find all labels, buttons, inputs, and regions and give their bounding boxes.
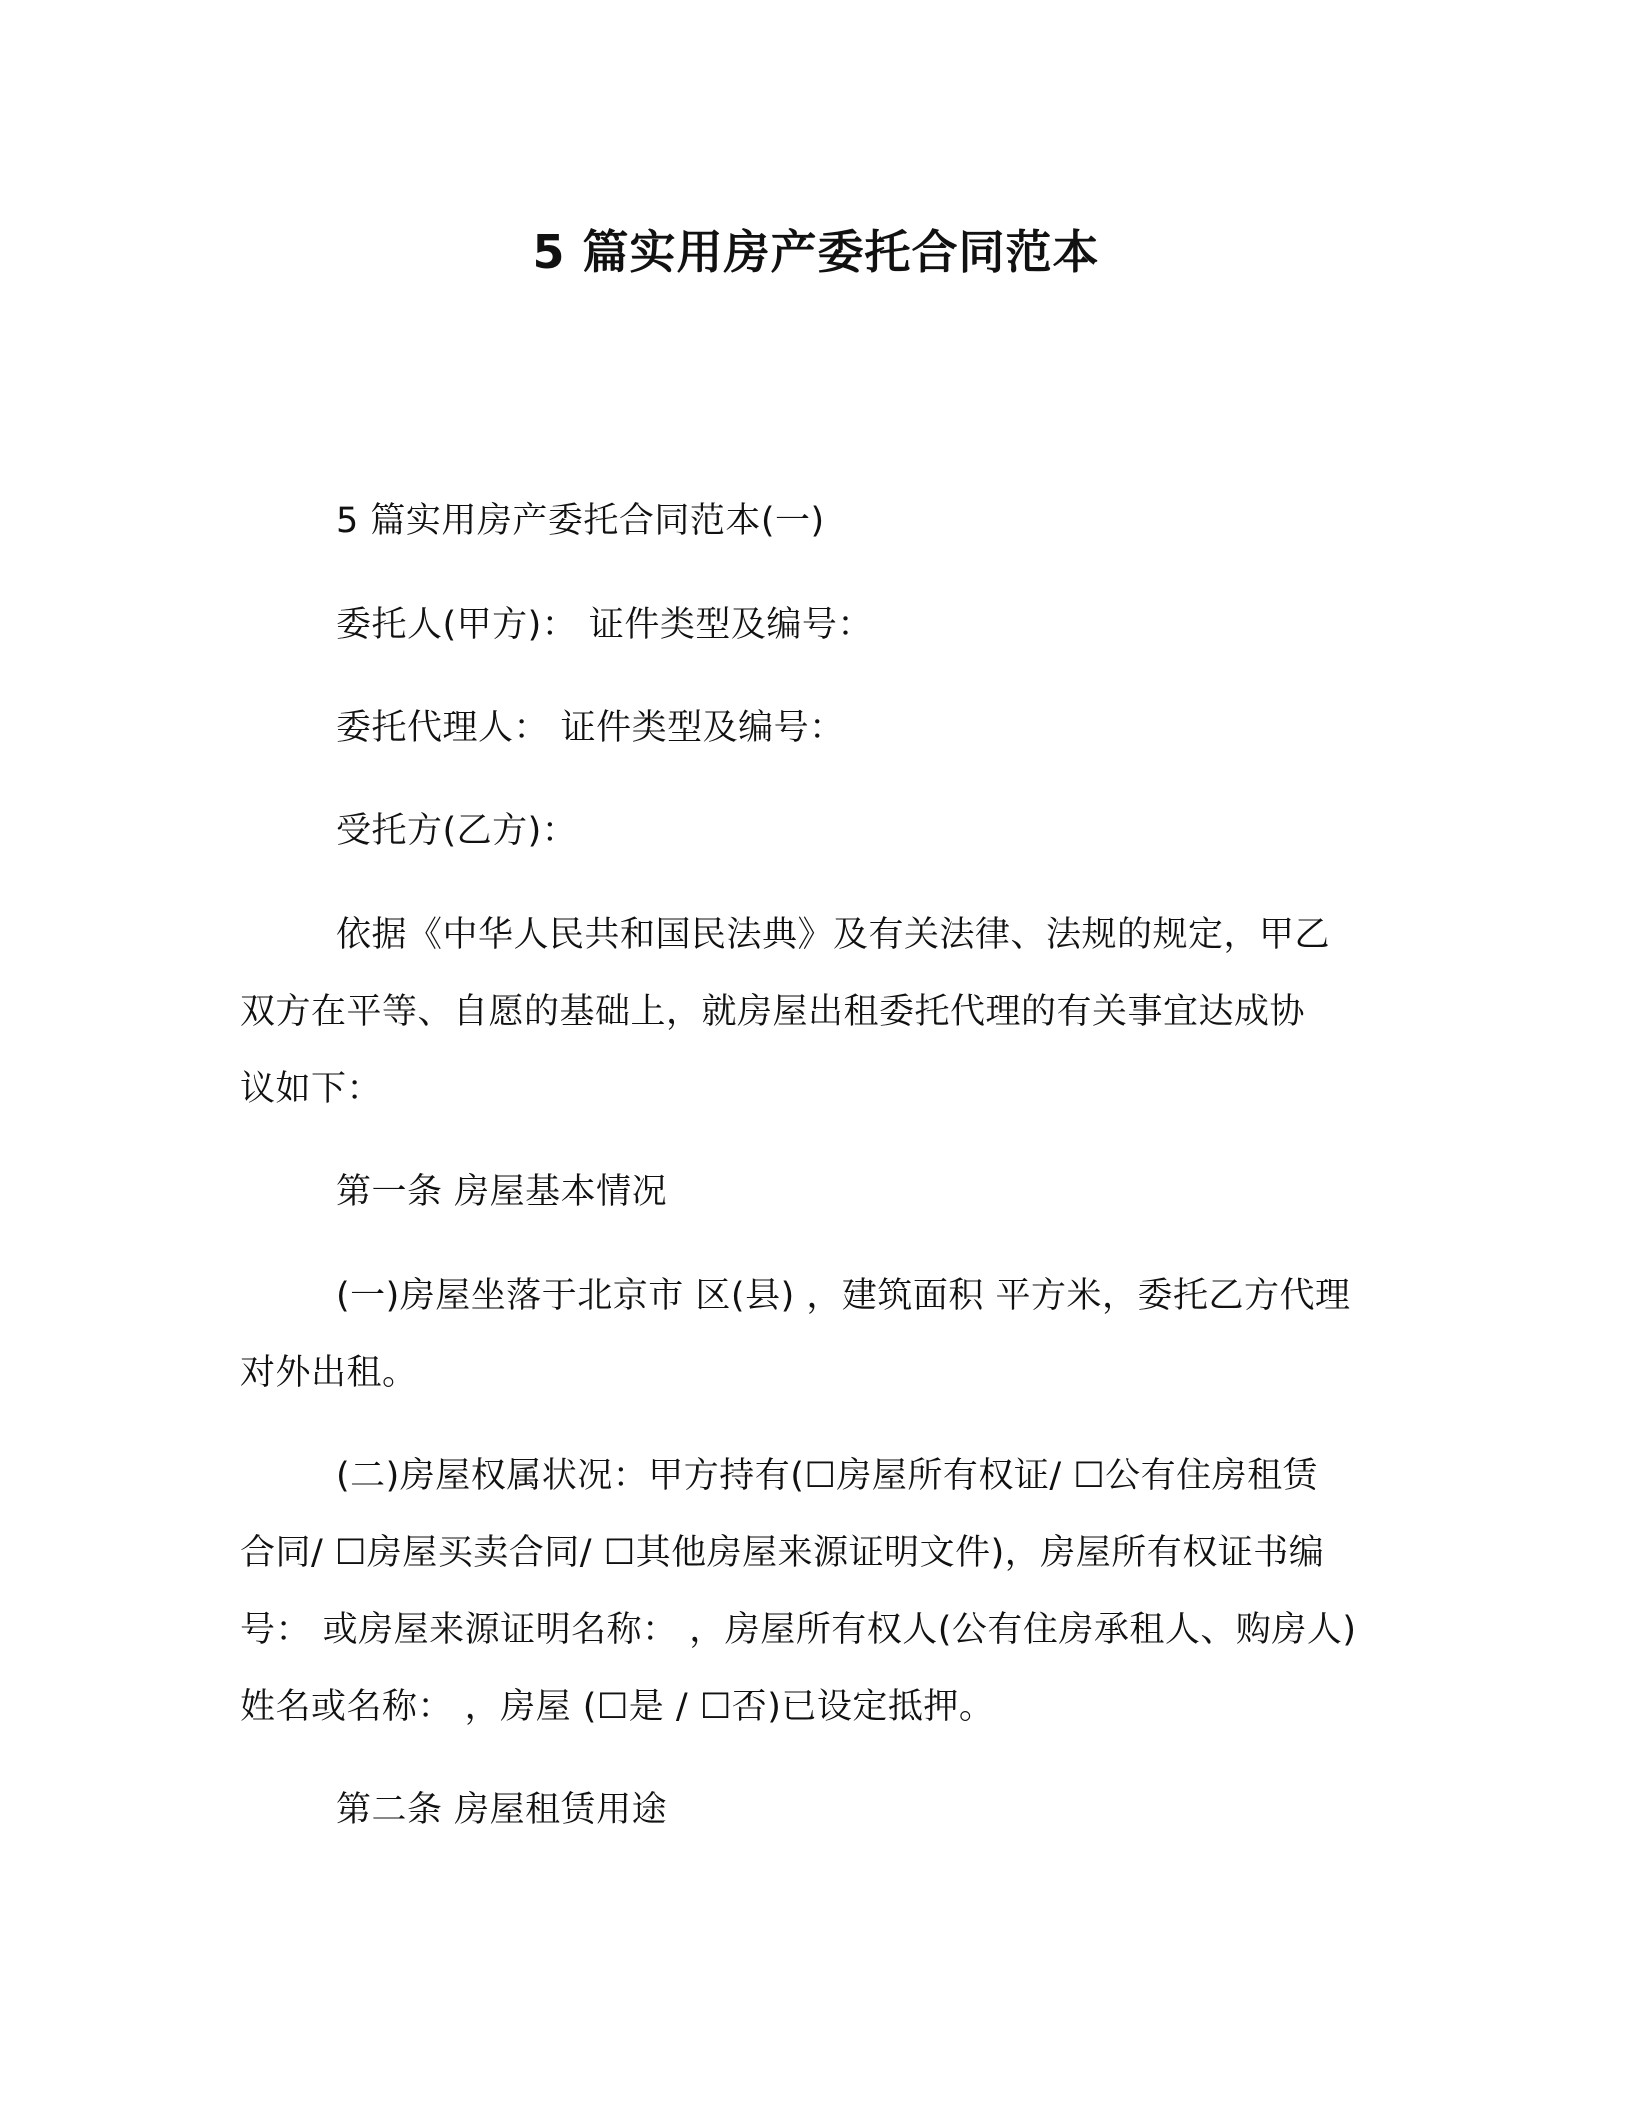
article-heading: 第一条 房屋基本情况: [336, 1172, 668, 1212]
paragraph-line: 合同/ ☐房屋买卖合同/ ☐其他房屋来源证明文件)，房屋所有权证书编: [240, 1533, 1325, 1573]
paragraph-line: 姓名或名称： ，房屋 (☐是 / ☐否)已设定抵押。: [240, 1687, 995, 1727]
paragraph-line: 对外出租。: [240, 1353, 418, 1393]
paragraph-line: 委托代理人： 证件类型及编号：: [336, 708, 845, 748]
paragraph-line: 双方在平等、自愿的基础上，就房屋出租委托代理的有关事宜达成协: [240, 992, 1306, 1032]
paragraph-line: 受托方(乙方)：: [336, 811, 578, 851]
document-title: 5 篇实用房产委托合同范本: [532, 225, 1100, 279]
paragraph-line: (二)房屋权属状况：甲方持有(☐房屋所有权证/ ☐公有住房租赁: [336, 1456, 1319, 1496]
paragraph-line: (一)房屋坐落于北京市 区(县) ，建筑面积 平方米，委托乙方代理: [336, 1276, 1351, 1316]
section-heading: 5 篇实用房产委托合同范本(一): [336, 501, 825, 541]
article-heading: 第二条 房屋租赁用途: [336, 1790, 668, 1830]
paragraph-line: 议如下：: [240, 1069, 383, 1109]
paragraph-line: 号： 或房屋来源证明名称： ，房屋所有权人(公有住房承租人、购房人): [240, 1610, 1357, 1650]
paragraph-line: 委托人(甲方)： 证件类型及编号：: [336, 605, 873, 645]
paragraph-line: 依据《中华人民共和国民法典》及有关法律、法规的规定，甲乙: [336, 915, 1331, 955]
